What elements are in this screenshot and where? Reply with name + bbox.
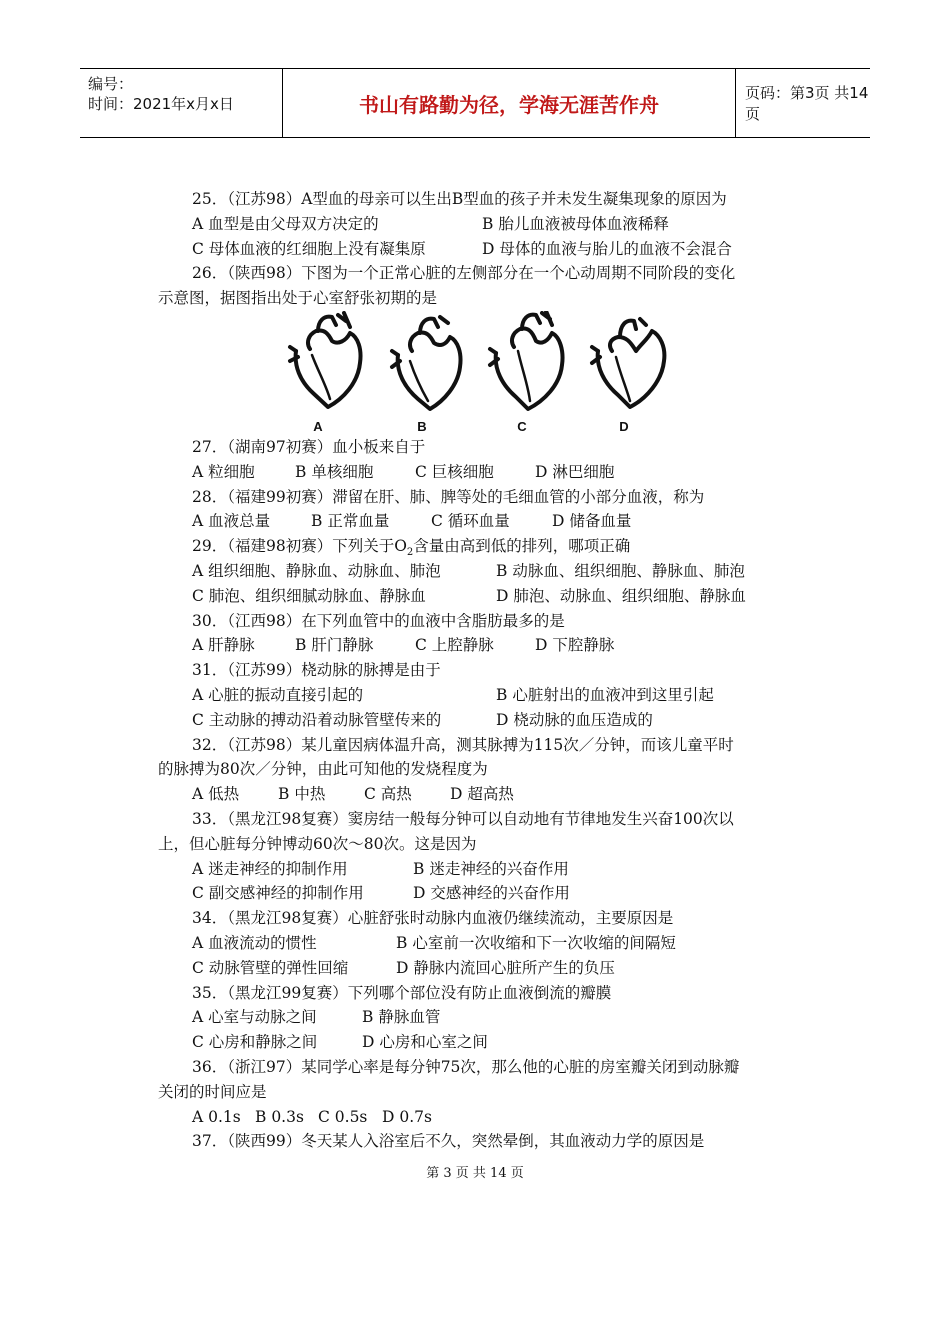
option: D 桡动脉的血压造成的: [496, 710, 653, 729]
option: A 迷走神经的抑制作用: [192, 859, 348, 878]
option: A 肝静脉: [192, 636, 255, 655]
option: C 副交感神经的抑制作用: [192, 884, 364, 903]
question-25-stem: 25．（江苏98）A型血的母亲可以生出B型血的孩子并未发生凝集现象的原因为: [192, 190, 727, 208]
question-27-stem: 27．（湖南97初赛）血小板来自于: [192, 437, 426, 456]
question-33-options-row1: [158, 857, 798, 882]
question-29-stem: [158, 534, 798, 559]
question-30-options: [158, 633, 798, 658]
option: B 肝门静脉: [295, 636, 374, 655]
option: A 心脏的振动直接引起的: [192, 685, 364, 704]
option: C 高热: [364, 785, 412, 804]
heart-shape-c: [490, 311, 563, 409]
stem-text: 含量由高到低的排列，哪项正确: [413, 537, 631, 556]
option: C 0.5s: [318, 1107, 368, 1126]
option: A 血型是由父母双方决定的: [192, 214, 379, 233]
option: A 0.1s: [192, 1107, 241, 1126]
question-26-stem-cont: 示意图，据图指出处于心室舒张初期的是: [158, 289, 438, 308]
question-33-stem: 33．（黑龙江98复赛）窦房结一般每分钟可以自动地有节律地发生兴奋100次以: [192, 809, 734, 828]
option: D 母体的血液与胎儿的血液不会混合: [482, 239, 732, 258]
heart-shape-a: [290, 313, 361, 407]
page-footer: 第 3 页 共 14 页: [426, 1166, 524, 1181]
option: D 淋巴细胞: [535, 462, 615, 481]
heart-diagram-figure: [158, 311, 798, 435]
option: B 心脏射出的血液冲到这里引起: [496, 685, 714, 704]
question-35-options-row2: [158, 1030, 798, 1055]
subscript: 2: [406, 547, 414, 559]
heart-shape-b: [392, 317, 461, 409]
option: B 动脉血、组织细胞、静脉血、肺泡: [496, 561, 745, 580]
option: B 0.3s: [255, 1107, 304, 1126]
time-label: 时间：2021年x月x日: [88, 95, 234, 113]
option: D 静脉内流回心脏所产生的负压: [396, 958, 615, 977]
question-31-stem: 31．（江苏99）桡动脉的脉搏是由于: [192, 661, 441, 680]
question-25-options-row1: [158, 212, 798, 237]
question-25-options-row2: [158, 237, 798, 262]
question-31-options-row2: [158, 708, 798, 733]
option: C 巨核细胞: [415, 462, 494, 481]
page-info: 页码：第3页 共14页: [745, 84, 869, 123]
header-meta: [80, 69, 282, 137]
code-label: 编号：: [88, 75, 134, 93]
option: C 心房和静脉之间: [192, 1033, 318, 1052]
option: A 血液总量: [192, 512, 271, 531]
option: B 胎儿血液被母体血液稀释: [482, 214, 669, 233]
question-32-stem-cont: 的脉搏为80次／分钟，由此可知他的发烧程度为: [158, 760, 488, 779]
option: B 迷走神经的兴奋作用: [413, 859, 569, 878]
option: C 肺泡、组织细腻动脉血、静脉血: [192, 586, 426, 605]
option: D 储备血量: [552, 512, 632, 531]
question-26-stem: 26．（陕西98）下图为一个正常心脏的左侧部分在一个心动周期不同阶段的变化: [192, 264, 736, 283]
question-36-stem: 36．（浙江97）某同学心率是每分钟75次，那么他的心脏的房室瓣关闭到动脉瓣: [192, 1057, 740, 1076]
question-34-stem: 34．（黑龙江98复赛）心脏舒张时动脉内血液仍继续流动，主要原因是: [192, 909, 674, 928]
stem-text: 29．（福建98初赛）下列关于O: [192, 537, 407, 556]
option: A 组织细胞、静脉血、动脉血、肺泡: [192, 561, 441, 580]
heart-label-b: B: [417, 418, 427, 434]
option: B 单核细胞: [295, 462, 374, 481]
option: A 心室与动脉之间: [192, 1008, 317, 1027]
motto: 书山有路勤为径，学海无涯苦作舟: [359, 92, 659, 117]
heart-label-c: C: [517, 418, 527, 434]
question-32-stem: 32．（江苏98）某儿童因病体温升高，测其脉搏为115次／分钟，而该儿童平时: [192, 735, 734, 754]
question-30-stem: 30．（江西98）在下列血管中的血液中含脂肪最多的是: [192, 611, 565, 630]
question-28-stem: 28．（福建99初赛）滞留在肝、肺、脾等处的毛细血管的小部分血液，称为: [192, 487, 705, 506]
question-29-options-row2: [158, 584, 798, 609]
heart-label-a: A: [313, 418, 323, 434]
option: C 母体血液的红细胞上没有凝集原: [192, 239, 426, 258]
header-motto-cell: [282, 69, 736, 137]
option: C 动脉管壁的弹性回缩: [192, 958, 349, 977]
option: B 静脉血管: [362, 1008, 441, 1027]
question-28-options: [158, 509, 798, 534]
option: D 下腔静脉: [535, 636, 615, 655]
option: D 肺泡、动脉血、组织细胞、静脉血: [496, 586, 746, 605]
option: C 上腔静脉: [415, 636, 494, 655]
question-35-stem: 35．（黑龙江99复赛）下列哪个部位没有防止血液倒流的瓣膜: [192, 983, 612, 1002]
document-body: [158, 187, 798, 1154]
question-32-options: [158, 782, 798, 807]
question-29-options-row1: [158, 559, 798, 584]
option: C 循环血量: [431, 512, 510, 531]
question-33-options-row2: [158, 881, 798, 906]
option: B 正常血量: [311, 512, 390, 531]
question-34-options-row2: [158, 956, 798, 981]
question-27-options: [158, 460, 798, 485]
question-31-options-row1: [158, 683, 798, 708]
option: C 主动脉的搏动沿着动脉管壁传来的: [192, 710, 442, 729]
question-36-stem-cont: 关闭的时间应是: [158, 1082, 267, 1101]
option: A 粒细胞: [192, 462, 255, 481]
heart-diagram: [158, 311, 798, 435]
option: D 心房和心室之间: [362, 1033, 488, 1052]
option: B 心室前一次收缩和下一次收缩的间隔短: [396, 933, 676, 952]
option: D 超高热: [450, 785, 514, 804]
option: A 低热: [192, 785, 240, 804]
question-33-stem-cont: 上，但心脏每分钟博动60次～80次。这是因为: [158, 834, 477, 853]
question-34-options-row1: [158, 931, 798, 956]
question-36-options: [158, 1105, 798, 1130]
option: A 血液流动的惯性: [192, 933, 317, 952]
option: D 交感神经的兴奋作用: [413, 884, 570, 903]
page-header: [80, 68, 870, 138]
heart-label-d: D: [619, 418, 629, 434]
header-page-cell: [735, 69, 870, 137]
heart-shape-d: [592, 319, 664, 407]
option: B 中热: [278, 785, 326, 804]
question-37-stem: 37．（陕西99）冬天某人入浴室后不久，突然晕倒，其血液动力学的原因是: [192, 1132, 705, 1151]
option: D 0.7s: [382, 1107, 432, 1126]
question-35-options-row1: [158, 1005, 798, 1030]
